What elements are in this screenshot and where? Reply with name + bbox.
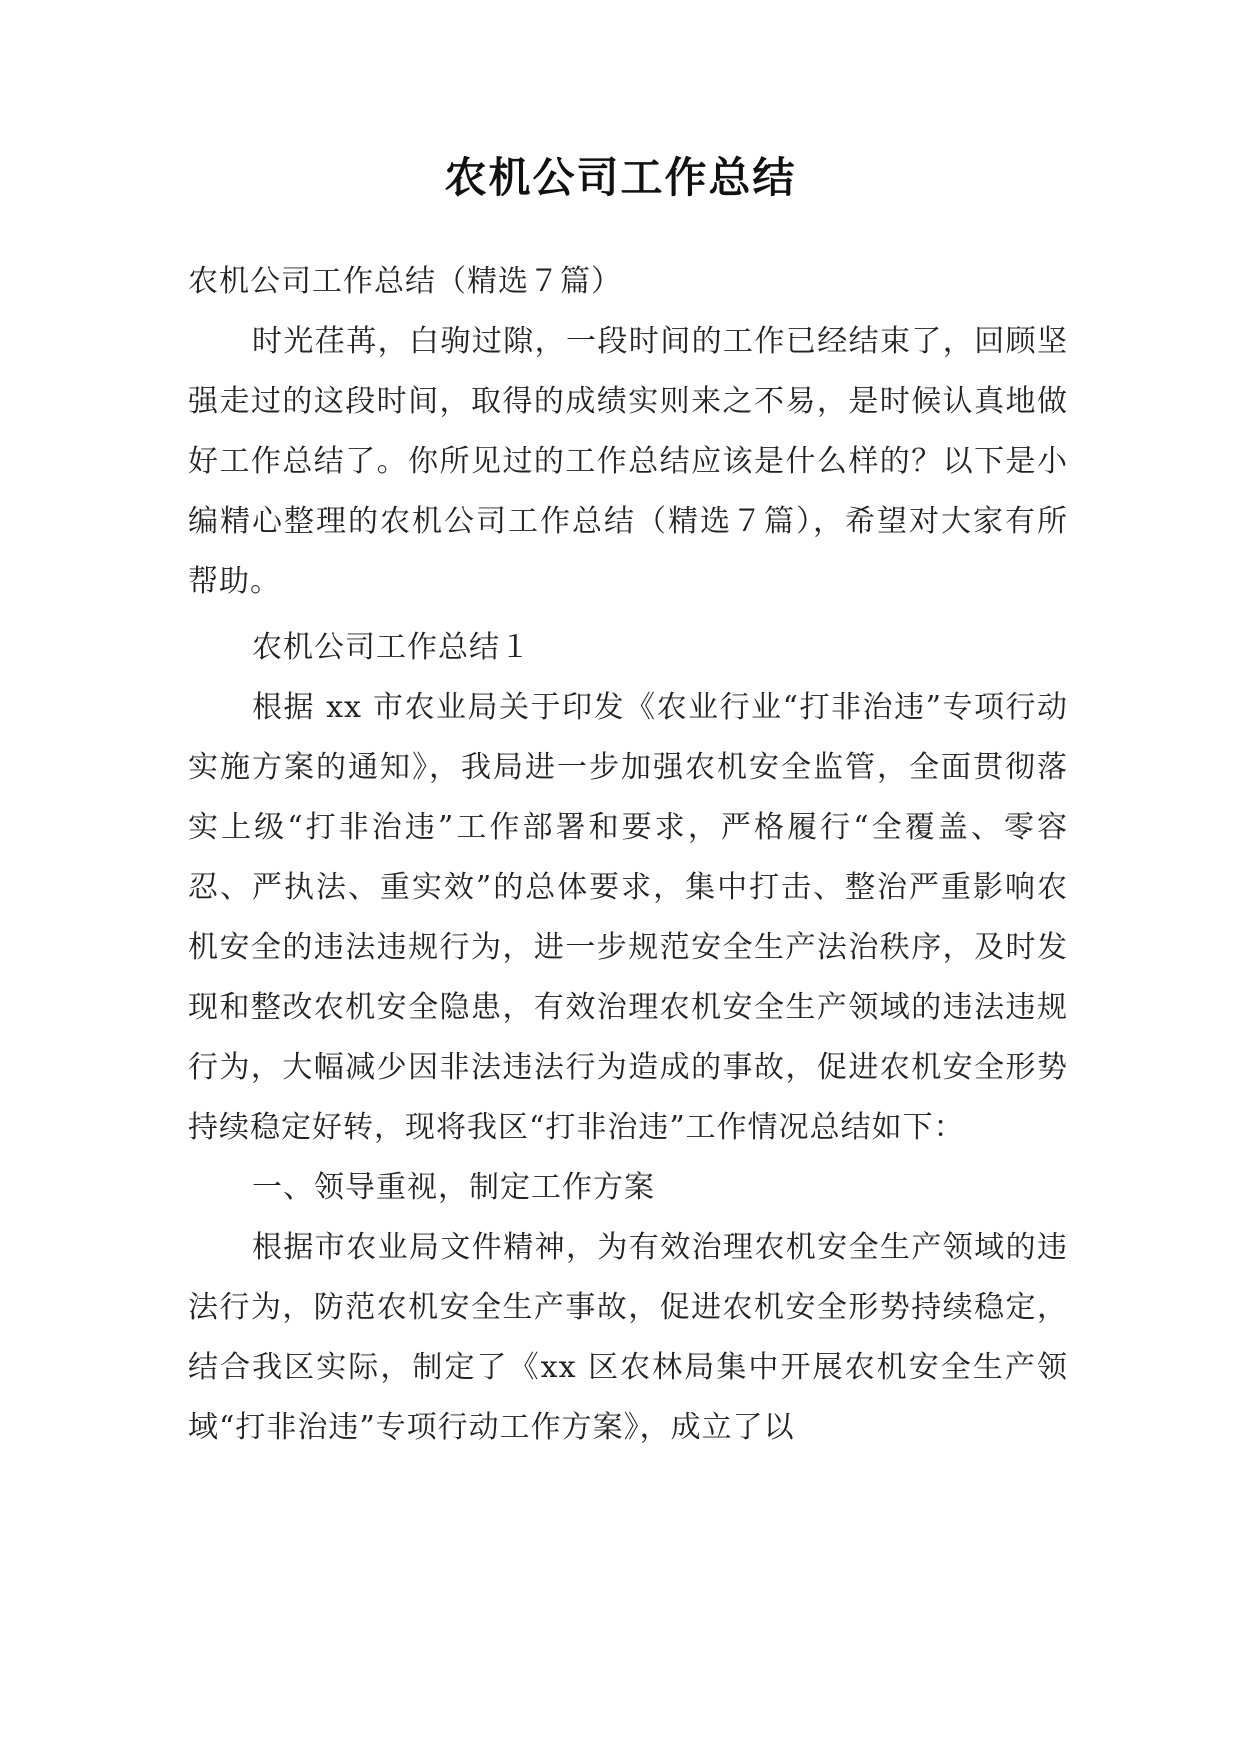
section-body — [188, 618, 1068, 1458]
intro-paragraph: 时光荏苒，白驹过隙，一段时间的工作已经结束了，回顾坚强走过的这段时间，取得的成绩实则来之不易，是时候认真地做好工作总结了。你所见过的工作总结应该是什么样的？以下是小编精心整理的农机公司工作总结（精选７篇），希望对大家有所帮助。 — [188, 324, 1068, 599]
document-title: 农机公司工作总结 — [444, 153, 797, 202]
document-body — [188, 252, 1068, 612]
body-paragraph-2: 根据市农业局文件精神，为有效治理农机安全生产领域的违法行为，防范农机安全生产事故，促进农机安全形势持续稳定，结合我区实际，制定了《xx 区农林局集中开展农机安全生产领域“打非治违”专项行动工作方案》，成立了以 — [188, 1230, 1068, 1445]
document-subtitle: 农机公司工作总结（精选７篇） — [188, 264, 622, 299]
section-heading: 农机公司工作总结１ — [252, 630, 531, 665]
subheading-1: 一、领导重视，制定工作方案 — [252, 1170, 655, 1205]
body-paragraph-1: 根据 xx 市农业局关于印发《农业行业“打非治违”专项行动实施方案的通知》，我局进一步加强农机安全监管，全面贯彻落实上级“打非治违”工作部署和要求，严格履行“全覆盖、零容忍、严执法、重实效”的总体要求，集中打击、整治严重影响农机安全的违法违规行为，进一步规范安全生产法治秩序，及时发现和整改农机安全隐患，有效治理农机安全生产领域的违法违规行为，大幅减少因非法违法行为造成的事故，促进农机安全形势持续稳定好转，现将我区“打非治违”工作情况总结如下： — [188, 690, 1068, 1145]
